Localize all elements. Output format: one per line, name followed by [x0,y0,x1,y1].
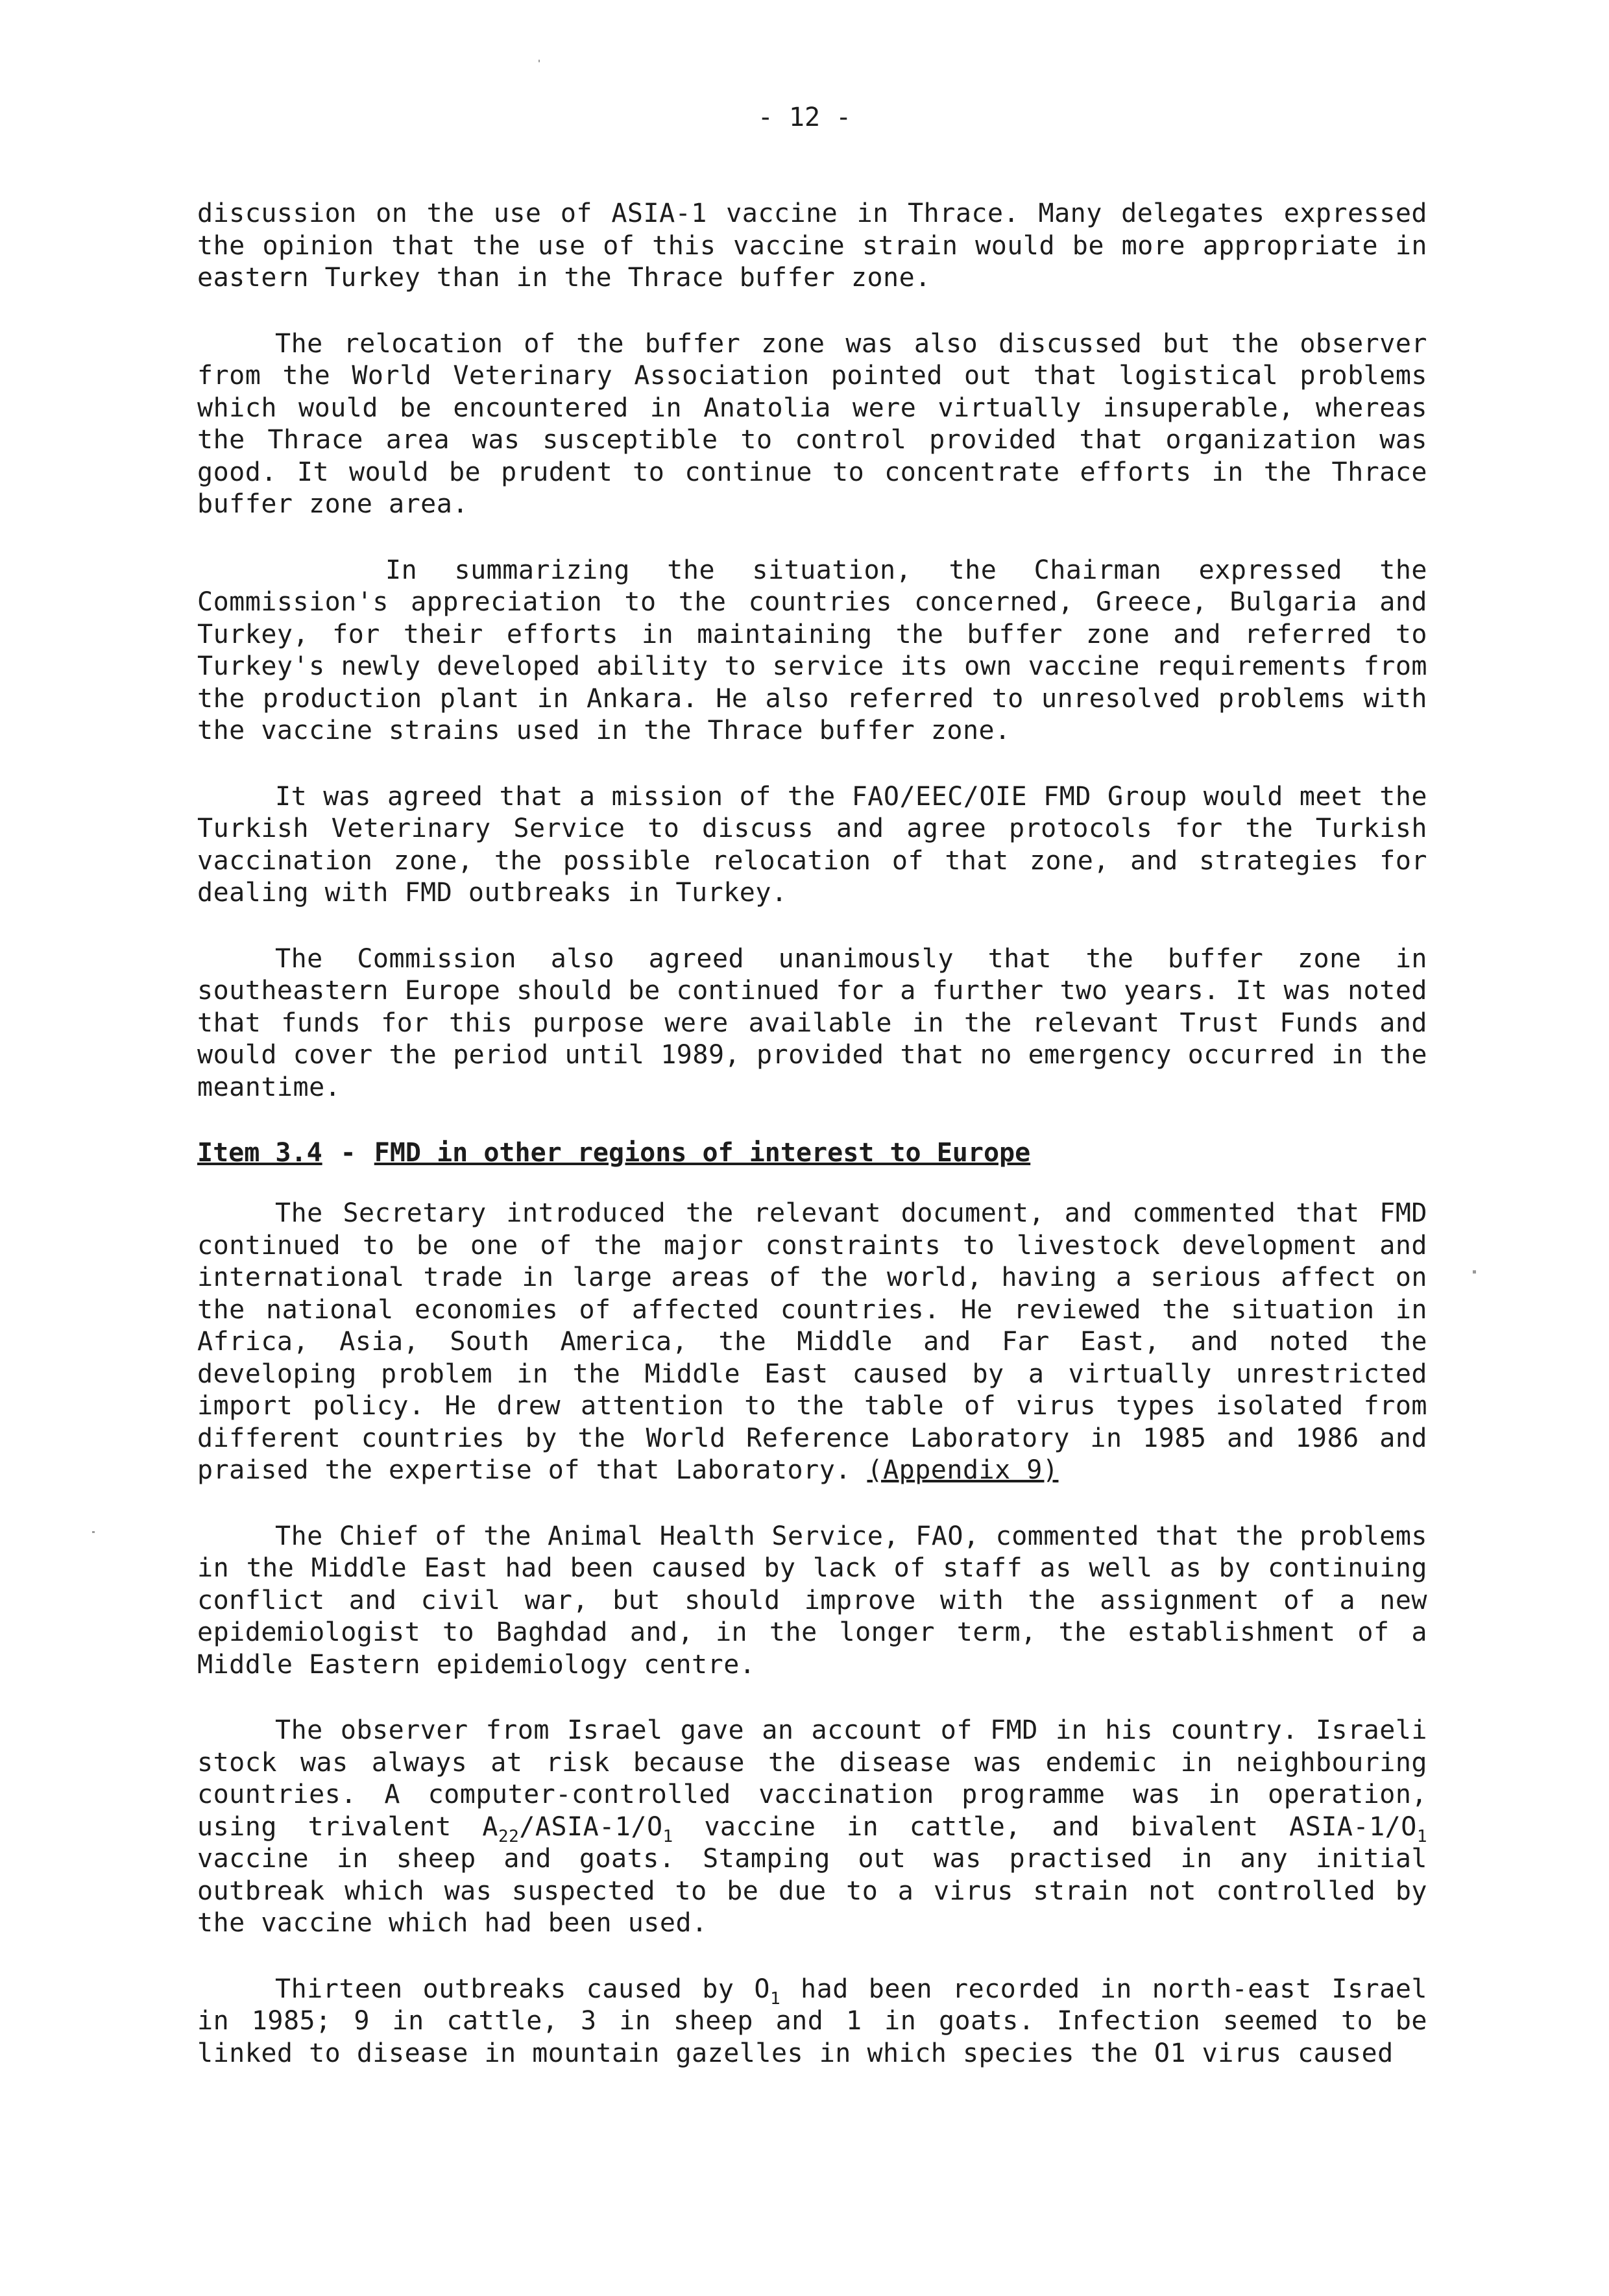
subscript: 22 [498,1826,520,1846]
paragraph-text: vaccine in sheep and goats. Stamping out was practised in any initial outbreak which was suspected to be due to a virus strain not controlled by the vaccine which had been used. [197,1844,1427,1938]
paragraph-text: The observer from Israel gave an account of FMD in his country. Israeli stock was always at risk because the disease was endemic in neighbouring countries. A computer-controlled vaccination programme was in operation, using trivalent A [197,1715,1427,1842]
document-body [197,198,1427,2103]
paragraph [197,1974,1427,2070]
paragraph-text: Thirteen outbreaks caused by O [275,1974,770,2004]
paragraph-text: vaccine in cattle, and bivalent ASIA-1/O [673,1811,1417,1842]
paragraph: In summarizing the situation, the Chairman expressed the Commission's appreciation to the countries concerned, Greece, Bulgaria and Turkey, for their efforts in maintaining the buffer zone and referred to Turkey's newly developed ability to service its own vaccine requirements from the production plant in Ankara. He also referred to unresolved problems with the vaccine strains used in the Thrace buffer zone. [197,555,1427,745]
subscript: 1 [769,1988,781,2009]
item-title: FMD in other regions of interest to Europe [374,1138,1031,1168]
paragraph [197,1198,1427,1487]
section-heading [197,1137,1427,1169]
paragraph: The Chief of the Animal Health Service, FAO, commented that the problems in the Middle East had been caused by lack of staff as well as by continuing conflict and civil war, but should improve with the assignment of a new epidemiologist to Baghdad and, in the longer term, the establishment of a Middle Eastern epidemiology centre. [197,1521,1427,1680]
paragraph-text: The Secretary introduced the relevant document, and commented that FMD continued to be one of the major constraints to livestock development and international trade in large areas of the world, having a serious affect on the national economies of affected countries. He reviewed the situation in Africa, Asia, South America, the Middle and Far East, and noted the developing problem in the Middle East caused by a virtually unrestricted import policy. He drew attention to the table of virus types isolated from different countries by the World Reference Laboratory in 1985 and 1986 and praised the expertise of that Laboratory. [197,1198,1427,1485]
paragraph-text: /ASIA-1/O [519,1811,663,1842]
subscript: 1 [1416,1826,1427,1846]
scan-speck [538,60,540,62]
subscript: 1 [662,1826,673,1846]
item-number: Item 3.4 [197,1138,322,1168]
scan-speck [92,1531,95,1533]
paragraph: The relocation of the buffer zone was also discussed but the observer from the World Veterinary Association pointed out that logistical problems which would be encountered in Anatolia were virtually insuperable, whereas the Thrace area was susceptible to control provided that organization was good. It would be prudent to continue to concentrate efforts in the Thrace buffer zone area. [197,328,1427,519]
paragraph [197,1715,1427,1940]
scan-speck [1473,1270,1476,1274]
page-number: - 12 - [757,103,852,132]
paragraph: The Commission also agreed unanimously that the buffer zone in southeastern Europe should be continued for a further two years. It was noted that funds for this purpose were available in the relevant Trust Funds and would cover the period until 1989, provided that no emergency occurred in the meantime. [197,943,1427,1102]
appendix-reference: (Appendix 9) [867,1455,1059,1485]
paragraph: discussion on the use of ASIA-1 vaccine in Thrace. Many delegates expressed the opinion that the use of this vaccine strain would be more appropriate in eastern Turkey than in the Thrace buffer zone. [197,199,1427,293]
heading-dash: - [340,1138,356,1168]
paragraph: It was agreed that a mission of the FAO/EEC/OIE FMD Group would meet the Turkish Veterinary Service to discuss and agree protocols for the Turkish vaccination zone, the possible relocation of that zone, and strategies for dealing with FMD outbreaks in Turkey. [197,781,1427,908]
paragraph-text: had been recorded in north-east Israel in 1985; 9 in cattle, 3 in sheep and 1 in goats. Infection seemed to be linked to disease in mountain gazelles in which species the O1 virus caused [197,1974,1427,2068]
